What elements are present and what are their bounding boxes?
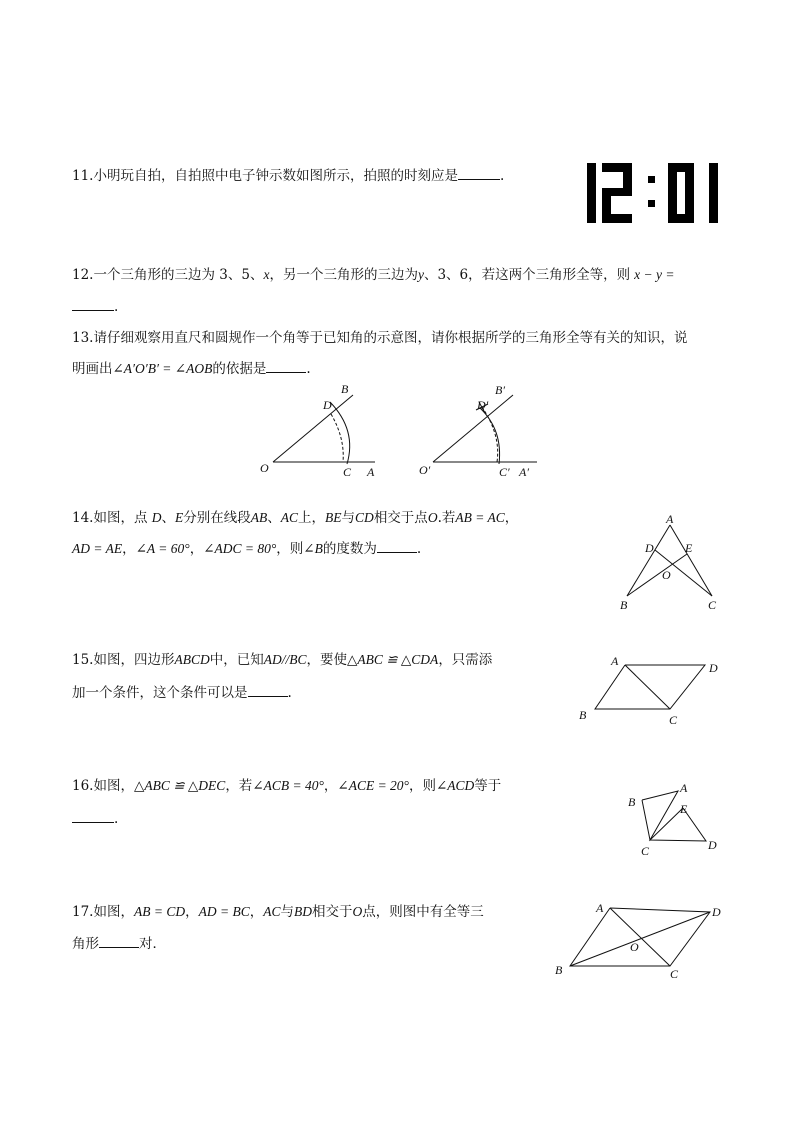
- q12-text-c: 、3、6，若这两个三角形全等，则: [423, 267, 631, 283]
- q16-line2: [72, 809, 118, 828]
- label-C: C: [669, 713, 678, 727]
- q14-seg-ab: AB: [250, 510, 268, 525]
- q15-text-2: 加一个条件，这个条件可以是: [72, 685, 248, 701]
- label-C: C: [670, 967, 679, 981]
- q17-text-c: 相交于: [311, 904, 353, 920]
- q14-text-e: 相交于点: [373, 510, 428, 526]
- q12-answer-blank[interactable]: [72, 297, 114, 311]
- q14-text-a: 如图，点: [93, 510, 148, 526]
- q15-text-d: ，只需添: [438, 652, 493, 668]
- q15-congruence: △ABC ≌ △CDA: [346, 652, 439, 667]
- ray-ob-prime: [433, 395, 513, 462]
- q14-angle-b: ∠B: [303, 541, 323, 556]
- q16-number: 16.: [72, 778, 94, 794]
- q11-line: [72, 166, 504, 185]
- ray-ob: [273, 395, 353, 462]
- q14-seg-be: BE: [325, 510, 342, 525]
- label-A: A: [666, 512, 674, 526]
- q14-number: 14.: [72, 510, 94, 526]
- label-O: O: [630, 940, 639, 954]
- q13-answer-blank[interactable]: [266, 359, 306, 373]
- q14-eq1: AB = AC: [455, 510, 505, 525]
- q16-sep: ，: [323, 778, 338, 794]
- q12-text-a: 一个三角形的三边为 3、5、: [93, 267, 264, 283]
- q17-figure: [550, 895, 735, 985]
- label-A: A: [611, 654, 619, 668]
- label-D: D: [709, 661, 718, 675]
- q11-end: .: [499, 168, 505, 184]
- q14-text-2b: 的度数为: [322, 541, 377, 557]
- q15-text-c: ，要使: [306, 652, 347, 668]
- label-B: B: [620, 598, 628, 612]
- label-D-prime: D′: [477, 398, 489, 412]
- q17-number: 17.: [72, 904, 94, 920]
- q13-end: .: [306, 361, 311, 377]
- label-E: E: [680, 802, 688, 816]
- q15-line2: [72, 683, 292, 702]
- q14-point-d: D: [151, 510, 162, 525]
- q17-text-b: 与: [280, 904, 294, 920]
- label-D: D: [323, 398, 332, 412]
- q17-eq1: AB = CD: [133, 904, 186, 919]
- q17-line2: [72, 934, 166, 953]
- q15-answer-blank[interactable]: [248, 683, 288, 697]
- label-A: A: [367, 465, 375, 479]
- q14-sep1: 、: [161, 510, 176, 526]
- q15-parallel: AD//BC: [263, 652, 307, 667]
- q16-answer-blank[interactable]: [72, 809, 114, 823]
- q14-line1: [72, 509, 518, 527]
- q15-text-a: 如图，四边形: [93, 652, 175, 668]
- q14-seg-ac: AC: [280, 510, 299, 525]
- q14-text-c: 上，: [298, 510, 326, 526]
- q15-line1: [72, 651, 492, 669]
- label-C-prime: C′: [499, 465, 510, 479]
- q14-eq4: ∠ADC = 80°: [203, 541, 277, 556]
- q16-congruence: △ABC ≌ △DEC: [133, 778, 226, 793]
- label-B: B: [579, 708, 587, 722]
- digital-clock-display: [584, 150, 724, 236]
- dashed-cd: [331, 414, 343, 462]
- q14-figure: [615, 510, 725, 610]
- label-A: A: [596, 901, 604, 915]
- q14-line2: [72, 539, 421, 558]
- q17-sep1: ，: [185, 904, 199, 920]
- label-D: D: [708, 838, 717, 852]
- q17-sep2: ，: [249, 904, 264, 920]
- q14-point-o: O: [427, 510, 438, 525]
- q12-end: .: [114, 299, 119, 315]
- q13-construction-figure: [255, 380, 555, 480]
- q13-expression: ∠A′O′B′ = ∠AOB: [112, 361, 213, 376]
- q14-sep3: ，: [122, 541, 136, 557]
- label-B-prime: B′: [495, 383, 505, 397]
- label-O-prime: O′: [419, 463, 431, 477]
- q15-end: .: [287, 685, 292, 701]
- q15-number: 15.: [72, 652, 94, 668]
- q17-text-2a: 角形: [72, 936, 99, 952]
- q17-text-2b: 对．: [139, 936, 166, 952]
- q14-eq3: ∠A = 60°: [135, 541, 190, 556]
- label-C: C: [708, 598, 717, 612]
- label-O: O: [260, 461, 269, 475]
- q16-eq2: ∠ACE = 20°: [337, 778, 409, 793]
- label-O: O: [662, 568, 671, 582]
- q17-eq2: AD = BC: [198, 904, 250, 919]
- q14-text-b: 分别在线段: [183, 510, 251, 526]
- q12-expression: x − y =: [634, 267, 675, 282]
- arc-compass-prime: [480, 408, 500, 464]
- q12-line2: [72, 297, 118, 316]
- q14-sep2: 、: [267, 510, 281, 526]
- q14-seg-cd: CD: [355, 510, 374, 525]
- q17-line1: [72, 903, 484, 921]
- q15-quad: ABCD: [174, 652, 210, 667]
- q12-line1: [72, 266, 675, 284]
- q12-var-x: x: [263, 267, 270, 282]
- q14-eq2: AD = AE: [72, 541, 123, 556]
- q17-seg-ac: AC: [263, 904, 281, 919]
- label-A: A: [680, 781, 688, 795]
- label-B: B: [555, 963, 563, 977]
- q16-angle: ∠ACD: [435, 778, 475, 793]
- q11-text: 小明玩自拍，自拍照中电子钟示数如图所示，拍照的时刻应是: [93, 168, 458, 184]
- q14-text-f: .若: [437, 510, 456, 526]
- label-A-prime: A′: [519, 465, 529, 479]
- clock-digits: [584, 150, 724, 236]
- label-E: E: [685, 541, 693, 555]
- label-B: B: [341, 382, 349, 396]
- q12-text-b: ，另一个三角形的三边为: [269, 267, 418, 283]
- q17-text-a: 如图，: [93, 904, 134, 920]
- q17-point-o: O: [352, 904, 363, 919]
- q16-text-b: ，若: [225, 778, 253, 794]
- q14-point-e: E: [175, 510, 184, 525]
- label-D: D: [712, 905, 721, 919]
- q14-text-g: ，: [504, 510, 519, 526]
- q14-text-d: 与: [341, 510, 356, 526]
- q16-text-d: 等于: [474, 778, 502, 794]
- q16-eq1: ∠ACB = 40°: [252, 778, 324, 793]
- q16-line1: [72, 777, 501, 795]
- q16-figure: [625, 775, 735, 865]
- q12-var-y: y: [417, 267, 424, 282]
- q17-answer-blank[interactable]: [99, 934, 139, 948]
- label-B: B: [628, 795, 636, 809]
- q16-text-a: 如图，: [93, 778, 134, 794]
- q13-text-1: 请仔细观察用直尺和圆规作一个角等于已知角的示意图，请你根据所学的三角形全等有关的知识，说: [93, 330, 688, 346]
- label-D: D: [645, 541, 654, 555]
- dashed-cd-prime: [482, 407, 498, 462]
- q15-text-b: 中，已知: [209, 652, 264, 668]
- q14-text-2a: ，则: [276, 541, 304, 557]
- q13-text-2a: 明画出: [72, 361, 113, 377]
- q14-answer-blank[interactable]: [377, 539, 417, 553]
- q17-seg-bd: BD: [293, 904, 312, 919]
- label-C: C: [343, 465, 352, 479]
- q14-sep4: ，: [189, 541, 204, 557]
- label-C: C: [641, 844, 650, 858]
- q13-line1: [72, 329, 687, 347]
- q13-line2: [72, 359, 311, 378]
- q13-number: 13.: [72, 330, 94, 346]
- q15-figure: [575, 650, 735, 730]
- q16-text-c: ，则: [408, 778, 436, 794]
- q12-number: 12.: [72, 267, 94, 283]
- q17-text-d: 点，则图中有全等三: [362, 904, 484, 920]
- q14-end: .: [416, 541, 422, 557]
- q11-number: 11.: [72, 168, 94, 184]
- q13-text-2b: 的依据是: [212, 361, 267, 377]
- q16-end: .: [114, 811, 119, 827]
- q11-answer-blank[interactable]: [458, 166, 500, 180]
